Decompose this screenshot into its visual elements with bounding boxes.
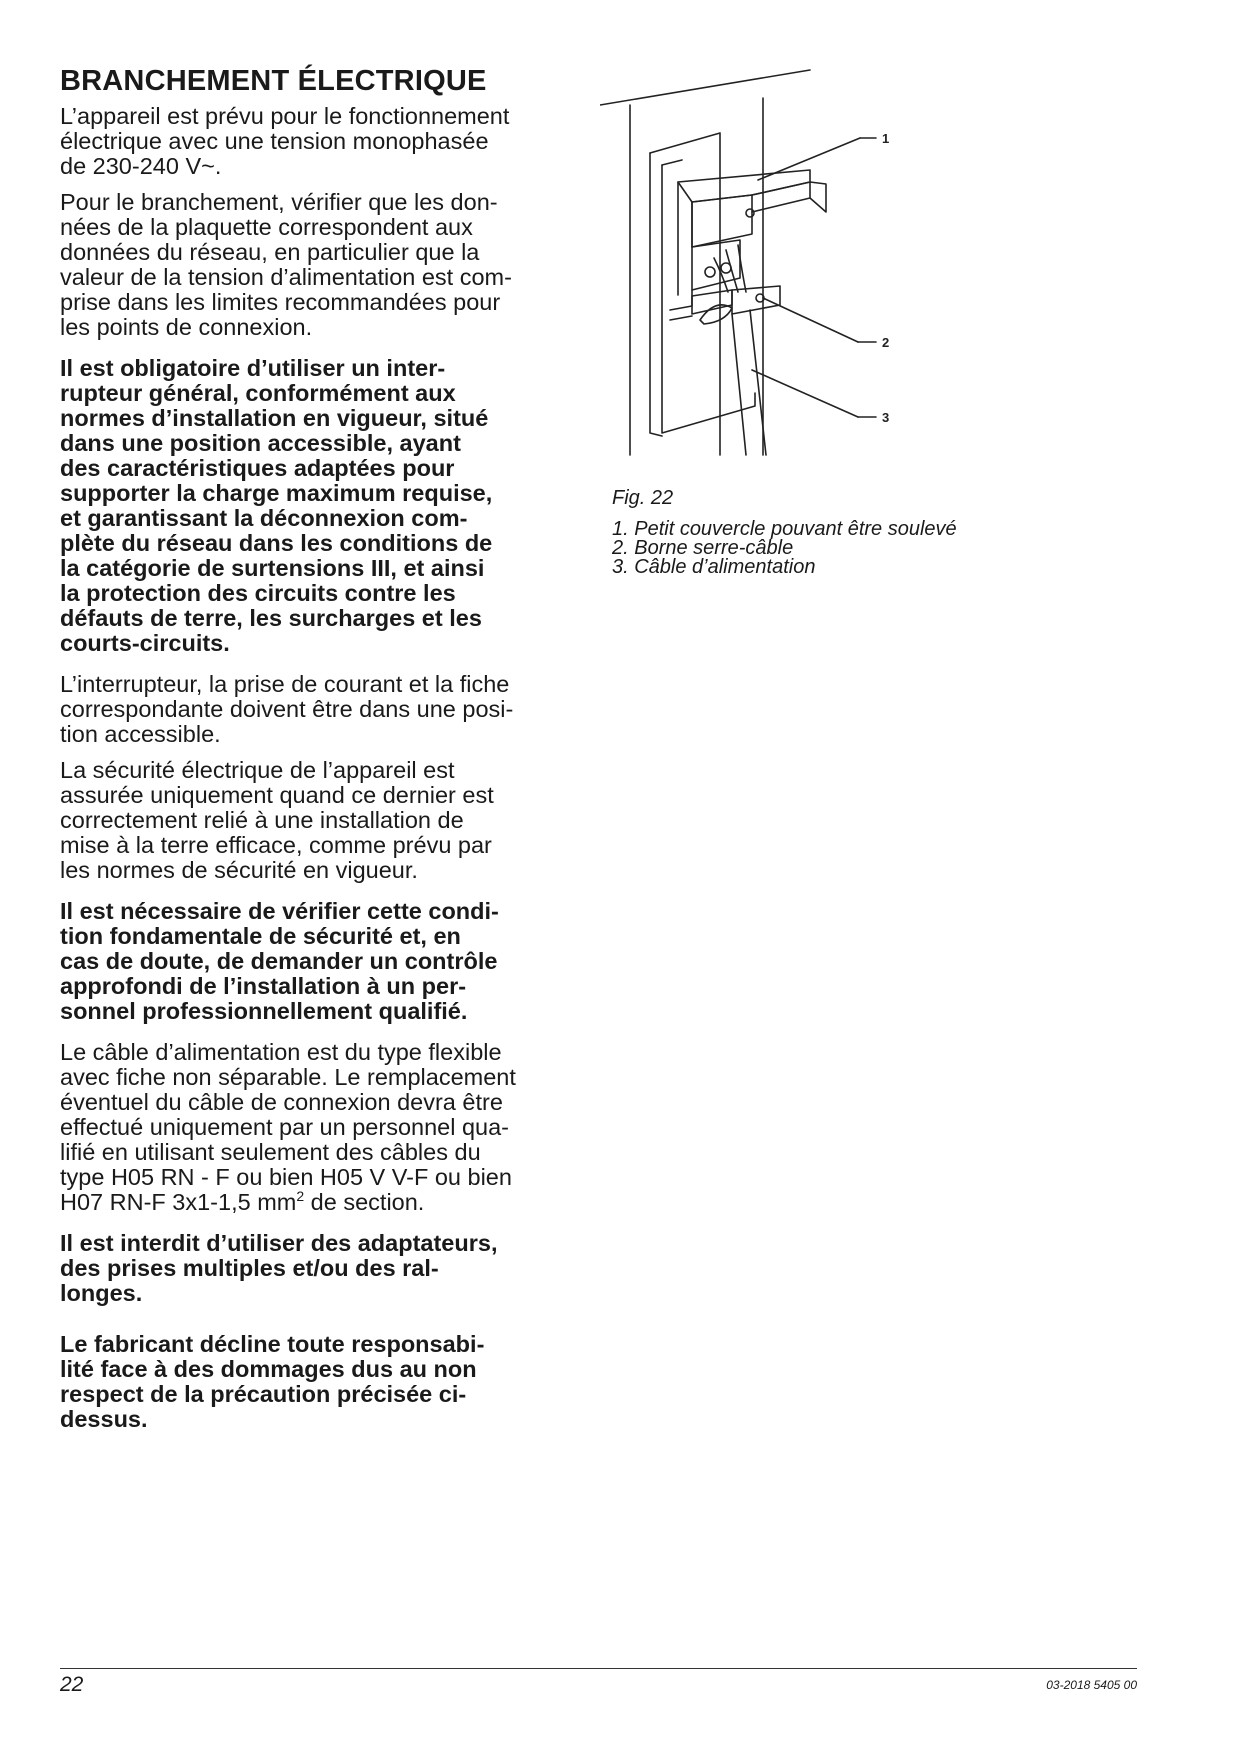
leader-3	[752, 370, 858, 417]
warning-verification: Il est nécessaire de vérifier cette condi- tion fondamentale de sécurité et, en cas de doute, de demander un contrôle approfondi de l’installation à un per- sonnel professionnellement qualifié.	[60, 898, 499, 1024]
warning-main-switch: Il est obligatoire d’utiliser un inter- rupteur général, conformément aux normes d’installation en vigueur, situé dans une position accessible, ayant des caractéristiques adaptées pour supporter la charge maximum requise, et garantissant la déconnexion com- plète du réseau dans les conditions de la catégorie de surtensions III, et ainsi la protection des circuits contre les défauts de terre, les surcharges et les courts-circuits.	[60, 355, 493, 656]
leader-2	[763, 298, 858, 342]
page-number: 22	[60, 1673, 84, 1696]
callout-3: 3	[882, 410, 890, 425]
cable-text-end: de section.	[304, 1189, 425, 1215]
section-title: BRANCHEMENT ÉLECTRIQUE	[60, 65, 487, 97]
figure-caption	[612, 487, 1172, 577]
terminal-block	[692, 240, 740, 290]
lid-front	[692, 195, 752, 247]
cable-text: Le câble d’alimentation est du type flexible avec fiche non séparable. Le remplacement éventuel du câble de connexion devra être effectué uniquement par un personnel qua- lifié en utilisant seulement des câbles du type H05 RN - F ou bien H05 V V-F ou bien H07 RN-F 3x1-1,5 mm	[60, 1039, 516, 1215]
power-cable-left	[732, 314, 746, 455]
paragraph-verification: Pour le branchement, vérifier que les don- nées de la plaquette correspondent aux données du réseau, en particulier que la valeur de la tension d’alimentation est com- prise dans les limites recommandées pour les points de connexion.	[60, 189, 512, 340]
warning-adapters: Il est interdit d’utiliser des adaptateurs, des prises multiples et/ou des ral- longes.	[60, 1230, 498, 1306]
legend-item-2: 2. Borne serre-câble	[612, 537, 794, 559]
clamp-lever	[700, 305, 732, 324]
lid-tab	[810, 182, 826, 212]
electrical-connection-illustration	[600, 60, 1160, 480]
footer-divider	[60, 1668, 1137, 1669]
figure-label: Fig. 22	[612, 487, 674, 509]
main-text-column	[60, 64, 590, 1448]
paragraph-cable	[60, 1040, 590, 1215]
wall-top-edge	[600, 70, 810, 105]
callout-2: 2	[882, 335, 890, 350]
leader-1	[758, 138, 860, 180]
paragraph-earthing: La sécurité électrique de l’appareil est assurée uniquement quand ce dernier est correctement relié à une installation de mise à la terre efficace, comme prévu par les normes de sécurité en vigueur.	[60, 757, 494, 883]
paragraph-accessibility: L’interrupteur, la prise de courant et la fiche correspondante doivent être dans une posi- tion accessible.	[60, 671, 514, 747]
warning-manufacturer: Le fabricant décline toute responsabi- lité face à des dommages dus au non respect de la précaution précisée ci- dessus.	[60, 1331, 485, 1432]
legend-item-3: 3. Câble d’alimentation	[612, 556, 816, 578]
legend-item-1: 1. Petit couvercle pouvant être soulevé	[612, 518, 957, 540]
callout-1: 1	[882, 131, 890, 146]
figure-22	[600, 60, 1160, 480]
document-code: 03-2018 5405 00	[1046, 1678, 1137, 1692]
cable-superscript: 2	[296, 1188, 305, 1205]
paragraph-voltage: L’appareil est prévu pour le fonctionnement électrique avec une tension monophasée de 230-240 V~.	[60, 103, 510, 179]
